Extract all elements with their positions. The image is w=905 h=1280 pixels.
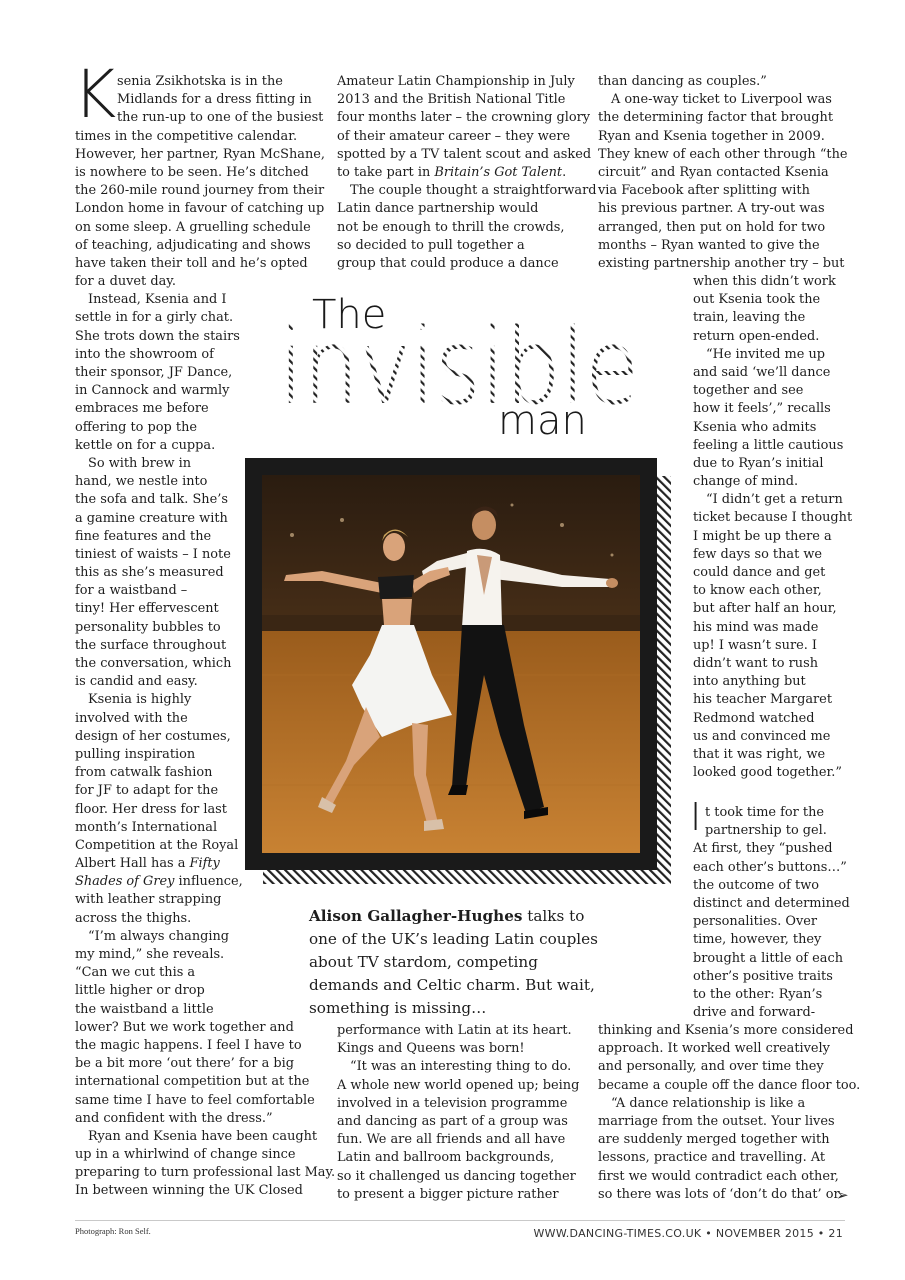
text-line: his previous partner. A try-out was bbox=[598, 201, 825, 217]
text-line: to know each other, bbox=[693, 583, 822, 599]
text-line: each other’s buttons…” bbox=[693, 859, 847, 875]
text-line: “It was an interesting thing to do. bbox=[350, 1059, 572, 1075]
text-line: offering to pop the bbox=[75, 419, 197, 435]
text-line: Latin and ballroom backgrounds, bbox=[337, 1150, 555, 1166]
text-line: She trots down the stairs bbox=[75, 328, 240, 344]
author-name: Alison Gallagher-Hughes bbox=[309, 907, 523, 925]
text-line: In between winning the UK Closed bbox=[75, 1183, 303, 1199]
text-line: the run-up to one of the busiest bbox=[117, 110, 324, 126]
italic-fragment: Shades of Grey bbox=[75, 874, 175, 890]
text-line: pulling inspiration bbox=[75, 746, 196, 762]
text-line: London home in favour of catching up bbox=[75, 201, 325, 217]
text-line: be a bit more ‘out there’ for a big bbox=[75, 1056, 295, 1072]
text-line: and personally, and over time they bbox=[598, 1059, 824, 1075]
text-line: his mind was made bbox=[693, 619, 819, 635]
text-line: fun. We are all friends and all have bbox=[337, 1132, 566, 1148]
text-line: became a couple off the dance floor too. bbox=[598, 1077, 861, 1093]
text-line: embraces me before bbox=[75, 401, 209, 417]
text-line: up in a whirlwind of change since bbox=[75, 1147, 296, 1163]
text-line: A whole new world opened up; being bbox=[337, 1077, 580, 1093]
text-line: personalities. Over bbox=[693, 914, 818, 930]
text-line: that it was right, we bbox=[693, 746, 826, 762]
text-line: distinct and determined bbox=[693, 895, 850, 911]
text-line: little higher or drop bbox=[75, 983, 205, 999]
text-line: is candid and easy. bbox=[75, 674, 198, 690]
continue-arrow-icon: ➢ bbox=[836, 1186, 849, 1204]
text-line: other’s positive traits bbox=[693, 968, 833, 984]
text-line: same time I have to feel comfortable bbox=[75, 1092, 315, 1108]
text-line: kettle on for a cuppa. bbox=[75, 437, 216, 453]
text-line: my mind,” she reveals. bbox=[75, 947, 225, 962]
text-line: circuit” and Ryan contacted Ksenia bbox=[598, 164, 829, 180]
text-line: how it feels’,” recalls bbox=[693, 401, 831, 417]
column-3-top-text bbox=[598, 73, 848, 273]
text-line: the magic happens. I feel I have to bbox=[75, 1037, 302, 1053]
text-line: tiny! Her effervescent bbox=[75, 601, 219, 617]
text-line: Ksenia who admits bbox=[693, 419, 817, 435]
text-line: few days so that we bbox=[693, 546, 823, 562]
text-line: Competition at the Royal bbox=[75, 837, 239, 853]
text-line: arranged, then put on hold for two bbox=[598, 219, 826, 235]
text-line: for a duvet day. bbox=[75, 274, 176, 290]
text-line: Amateur Latin Championship in July bbox=[337, 74, 575, 89]
text-line: the sofa and talk. She’s bbox=[75, 492, 228, 508]
text-line: a gamine creature with bbox=[75, 510, 228, 526]
column-2-bottom-text bbox=[337, 1022, 579, 1204]
text-line: Ryan and Ksenia have been caught bbox=[88, 1128, 318, 1144]
text-line: to the other: Ryan’s bbox=[693, 986, 823, 1002]
text-line: could dance and get bbox=[693, 565, 826, 580]
text-line: Redmond watched bbox=[693, 710, 815, 726]
photo-credit: Photograph: Ron Self. bbox=[75, 1226, 151, 1236]
text-line: marriage from the outset. Your lives bbox=[598, 1113, 835, 1129]
text-line: design of her costumes, bbox=[75, 728, 231, 744]
text-line: The couple thought a straightforward bbox=[350, 183, 597, 199]
text-line: performance with Latin at its heart. bbox=[337, 1023, 572, 1038]
text-line: personality bubbles to bbox=[75, 619, 221, 635]
text-line: didn’t want to rush bbox=[693, 655, 819, 671]
italic-fragment: Fifty bbox=[189, 856, 220, 872]
text-line: four months later – the crowning glory bbox=[337, 110, 591, 126]
headline-the: The bbox=[312, 292, 387, 338]
text-line: return open-ended. bbox=[693, 328, 820, 344]
text-line: into the showroom of bbox=[75, 346, 214, 362]
text-line: us and convinced me bbox=[693, 728, 831, 744]
text-line: thinking and Ksenia’s more considered bbox=[598, 1023, 854, 1038]
footer-divider bbox=[75, 1220, 845, 1221]
text-line: fine features and the bbox=[75, 528, 212, 544]
text-line: ticket because I thought bbox=[693, 510, 853, 526]
text-line: and confident with the dress.” bbox=[75, 1110, 273, 1126]
text-line: Latin dance partnership would bbox=[337, 201, 539, 217]
text-line: lessons, practice and travelling. At bbox=[598, 1150, 826, 1166]
text-line: They knew of each other through “the bbox=[598, 146, 848, 162]
text-line: “I didn’t get a return bbox=[706, 492, 843, 508]
text-line: spotted by a TV talent scout and asked bbox=[337, 146, 592, 162]
text-line: t took time for the bbox=[705, 805, 825, 820]
section-initial: I bbox=[690, 795, 702, 839]
text-line: “A dance relationship is like a bbox=[611, 1095, 806, 1111]
text-line: international competition but at the bbox=[75, 1074, 310, 1090]
text-line: the surface throughout bbox=[75, 637, 227, 653]
dance-couple-illustration bbox=[262, 475, 640, 853]
text-line: in Cannock and warmly bbox=[75, 383, 230, 399]
text-line: Midlands for a dress fitting in bbox=[117, 92, 312, 108]
text-line: train, leaving the bbox=[693, 310, 806, 326]
text-line: However, her partner, Ryan McShane, bbox=[75, 146, 325, 162]
text-line: so decided to pull together a bbox=[337, 237, 525, 253]
text-line: to present a bigger picture rather bbox=[337, 1186, 559, 1202]
text-line: Ryan and Ksenia together in 2009. bbox=[598, 128, 825, 144]
text-line: “Can we cut this a bbox=[75, 965, 196, 981]
text-line: At first, they “pushed bbox=[693, 841, 833, 857]
text-line: via Facebook after splitting with bbox=[598, 183, 810, 199]
text-line bbox=[337, 164, 597, 182]
dance-couple-photo bbox=[262, 475, 640, 853]
text-line: have taken their toll and he’s opted bbox=[75, 255, 308, 271]
text-line: the outcome of two bbox=[693, 877, 819, 893]
text-line: is nowhere to be seen. He’s ditched bbox=[75, 164, 309, 180]
text-line: change of mind. bbox=[693, 474, 799, 490]
text-line: not be enough to thrill the crowds, bbox=[337, 219, 565, 235]
text-line: into anything but bbox=[693, 674, 806, 690]
text-line: their sponsor, JF Dance, bbox=[75, 365, 233, 380]
text-line: of their amateur career – they were bbox=[337, 128, 571, 144]
text-line: settle in for a girly chat. bbox=[75, 310, 234, 326]
text-line: so it challenged us dancing together bbox=[337, 1168, 576, 1184]
text-line: up! I wasn’t sure. I bbox=[693, 637, 818, 653]
page-folio: WWW.DANCING-TIMES.CO.UK • NOVEMBER 2015 • 21 bbox=[533, 1227, 843, 1240]
text-line: from catwalk fashion bbox=[75, 765, 213, 781]
text-line: are suddenly merged together with bbox=[598, 1132, 830, 1148]
italic-fragment: Britain’s Got Talent bbox=[434, 164, 563, 180]
text-line: the waistband a little bbox=[75, 1001, 214, 1017]
text-line: times in the competitive calendar. bbox=[75, 128, 298, 144]
text-line: with leather strapping bbox=[75, 892, 222, 908]
text-line: existing partnership another try – but bbox=[598, 255, 845, 271]
standfirst-text: talks to one of the UK’s leading Latin couples about TV stardom, competing demands and Celtic charm. But wait, something is missing… bbox=[309, 907, 598, 1017]
text-line: I might be up there a bbox=[693, 528, 832, 544]
text-line: “He invited me up bbox=[706, 346, 826, 362]
text-fragment: Albert Hall has a bbox=[75, 856, 186, 872]
text-line: tiniest of waists – I note bbox=[75, 546, 231, 562]
text-line: so there was lots of ‘don’t do that’ or bbox=[598, 1186, 840, 1202]
text-line: across the thighs. bbox=[75, 910, 192, 926]
text-line: looked good together.” bbox=[693, 765, 842, 781]
text-line: Kings and Queens was born! bbox=[337, 1041, 525, 1057]
text-line: month’s International bbox=[75, 819, 218, 835]
column-2-top-text bbox=[337, 73, 597, 273]
text-line: due to Ryan’s initial bbox=[693, 455, 824, 471]
text-line: of teaching, adjudicating and shows bbox=[75, 237, 311, 253]
text-line: when this didn’t work bbox=[693, 274, 836, 289]
text-line: for JF to adapt for the bbox=[75, 783, 219, 799]
text-line: So with brew in bbox=[88, 455, 192, 471]
text-line: senia Zsikhotska is in the bbox=[117, 74, 283, 89]
text-line: the 260-mile round journey from their bbox=[75, 183, 325, 199]
text-line: months – Ryan wanted to give the bbox=[598, 237, 820, 253]
text-line: and dancing as part of a group was bbox=[337, 1113, 568, 1129]
text-line: partnership to gel. bbox=[705, 823, 827, 839]
text-line: involved with the bbox=[75, 710, 188, 726]
text-line: together and see bbox=[693, 383, 804, 399]
text-line: floor. Her dress for last bbox=[75, 801, 227, 817]
text-line: than dancing as couples.” bbox=[598, 74, 767, 89]
text-line: the conversation, which bbox=[75, 656, 232, 671]
text-line: 2013 and the British National Title bbox=[337, 92, 566, 108]
headline-invisible bbox=[275, 305, 645, 425]
text-line: preparing to turn professional last May. bbox=[75, 1165, 336, 1181]
text-line: his teacher Margaret bbox=[693, 692, 832, 708]
drop-cap: K bbox=[73, 56, 117, 133]
text-fragment: to take part in bbox=[337, 164, 431, 180]
text-line: group that could produce a dance bbox=[337, 255, 559, 271]
text-line: Ksenia is highly bbox=[88, 692, 192, 708]
text-line: involved in a television programme bbox=[337, 1095, 568, 1111]
text-line: feeling a little cautious bbox=[693, 437, 844, 453]
text-line: this as she’s measured bbox=[75, 565, 224, 581]
column-3-bottom-text bbox=[598, 1022, 860, 1204]
column-3-narrow-text bbox=[693, 273, 852, 782]
text-line: brought a little of each bbox=[693, 950, 844, 966]
text-line: A one-way ticket to Liverpool was bbox=[611, 92, 832, 108]
column-3-section-text bbox=[693, 804, 850, 1022]
text-fragment: . bbox=[562, 164, 567, 180]
text-line: “I’m always changing bbox=[88, 928, 230, 944]
text-line: lower? But we work together and bbox=[75, 1019, 294, 1035]
standfirst bbox=[309, 905, 609, 1020]
text-line: the determining factor that brought bbox=[598, 110, 834, 126]
text-line: hand, we nestle into bbox=[75, 474, 208, 490]
text-line: for a waistband – bbox=[75, 583, 188, 599]
text-line: on some sleep. A gruelling schedule bbox=[75, 219, 311, 235]
text-line: Instead, Ksenia and I bbox=[88, 292, 227, 308]
text-line: out Ksenia took the bbox=[693, 292, 821, 308]
text-line: first we would contradict each other, bbox=[598, 1168, 839, 1184]
text-line: approach. It worked well creatively bbox=[598, 1041, 830, 1057]
headline-invisible-text: invisible bbox=[279, 306, 639, 425]
text-fragment: influence, bbox=[174, 874, 243, 890]
text-line: but after half an hour, bbox=[693, 601, 837, 617]
text-line: time, however, they bbox=[693, 932, 822, 948]
text-line: drive and forward- bbox=[693, 1005, 816, 1021]
headline-man: man bbox=[498, 398, 587, 444]
text-line: and said ‘we’ll dance bbox=[693, 364, 831, 380]
